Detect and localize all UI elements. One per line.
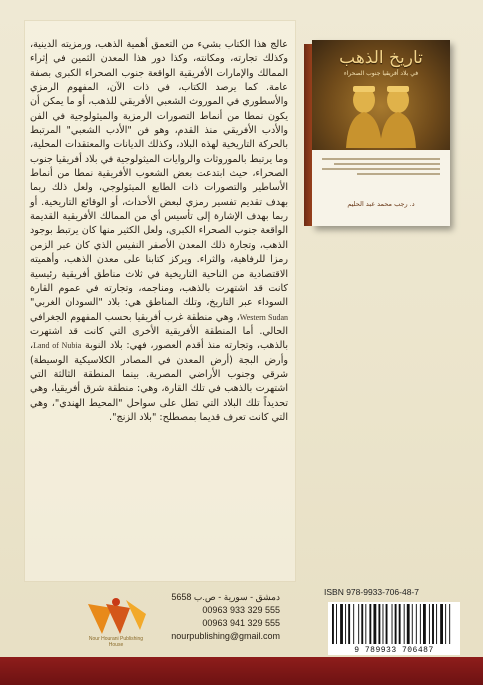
publisher-address: دمشق - سورية - ص.ب 5658 — [171, 592, 280, 602]
publisher-name: Nour Hourani Publishing House — [88, 636, 144, 648]
body-paragraph-segment: عالج هذا الكتاب بشيء من التعمق أهمية الذهب، ورمزيته الدينية، وكذلك تجارته، ومكانته، وكذا دور هذا المعدن الثمين في إثراء الممالك والإمارات الأفريقية الواقعة جنوب الصحراء الكبرى بصفة عامة. كما يرصد الكتاب، في ذات الآن، المفهوم الرمزي والأسطوري في الموروث الشعبي الأفريقي للذهب، أو ما يمكن أن يكون نمطا من أنماط التصورات الرمزية والميثولوجية في الفن والأدب الأفريقي منذ القدم، وهو فن "الأدب الشعبي" المرتبط بالحركة التاريخية لهذه البلاد، وكذلك الديانات والمعتقدات المحلية، وما يرتبط بالموروثات والروايات الميثولوجية في بلاد أفريقيا جنوب الصحراء، حيث ابتدعت بعض الشعوب الأفريقية نمطا من أنماط الأساطير والتصورات ذات الطابع الميثولوجي، ولعل ذلك ربما بهدف تقديم تفسير رمزي لبعض الأحداث، أو الوقائع التاريخية. أو ربما بهدف الإشارة إلى تأسيس أي من الممالك الأفريقية القديمة الواقعة جنوب الصحراء الكبرى، ولعل الكثير منها كان يرتبط بوجود الذهب، وتجارة ذلك المعدن الأصفر النفيس الذي كان عبر الزمن رمزا للرفاهية، والثراء. ويركز كتابنا على معدن الذهب، وأهميته الاقتصادية من الناحية التاريخية في ثلاث مناطق أفريقية رئيسية كانت قد اشتهرت بالذهب، ومناجمه، وتجارته في عموم القارة السوداء عبر التاريخ، وتلك المناطق هي: بلاد "السودان الغربي" — [30, 39, 288, 309]
thumbnail-artwork — [312, 40, 450, 150]
thumbnail-lower — [312, 150, 450, 226]
publisher-phone-1: 00963 933 329 555 — [202, 605, 280, 615]
english-term: Land of Nubia — [33, 341, 82, 351]
book-thumbnail — [312, 40, 450, 226]
publisher-contact — [155, 591, 280, 643]
barcode-digits: 9 789933 706487 — [328, 646, 460, 655]
thumbnail-text-lines — [322, 158, 440, 178]
publisher-email: nourpublishing@gmail.com — [171, 631, 280, 641]
isbn-label: ISBN 978-9933-706-48-7 — [324, 587, 419, 597]
bottom-color-band — [0, 657, 483, 685]
golden-busts-image — [334, 82, 428, 148]
thumbnail-subtitle: في بلاد أفريقيا جنوب الصحراء — [343, 70, 419, 77]
thumbnail-title: تاريخ الذهب — [339, 48, 423, 68]
barcode — [328, 602, 460, 646]
body-paragraph-segment: ، وأرض البجة (أرض المعدن في المصادر الكلاسيكية الوسيطة) شرقي وجنوب الأراضي المصرية. بينما المنطقة الثالثة التي اشتهرت بالذهب في تلك القارة، وهي: منطقة شرق أفريقيا، وهي تحديداً تلك البلاد التي تطل على سواحل "المحيط الهندي"، وهي التي كانت تعرف قديما بمصطلح: "بلاد الزنج". — [30, 340, 288, 423]
body-paragraph-segment: ، وهي منطقة غرب أفريقيا بحسب المفهوم الجغرافي الحالي. أما المنطقة الأفريقية الأخرى التي كانت قد اشتهرت بالذهب، وتجارته منذ أقدم العصور، فهي: بلاد النوبة — [30, 311, 288, 352]
english-term: Western Sudan — [239, 312, 288, 322]
barcode-bars — [328, 602, 460, 646]
publisher-phone-2: 00963 941 329 555 — [202, 618, 280, 628]
synopsis-text — [30, 38, 288, 425]
thumbnail-author: د. رجب محمد عبد الحليم — [347, 200, 415, 208]
